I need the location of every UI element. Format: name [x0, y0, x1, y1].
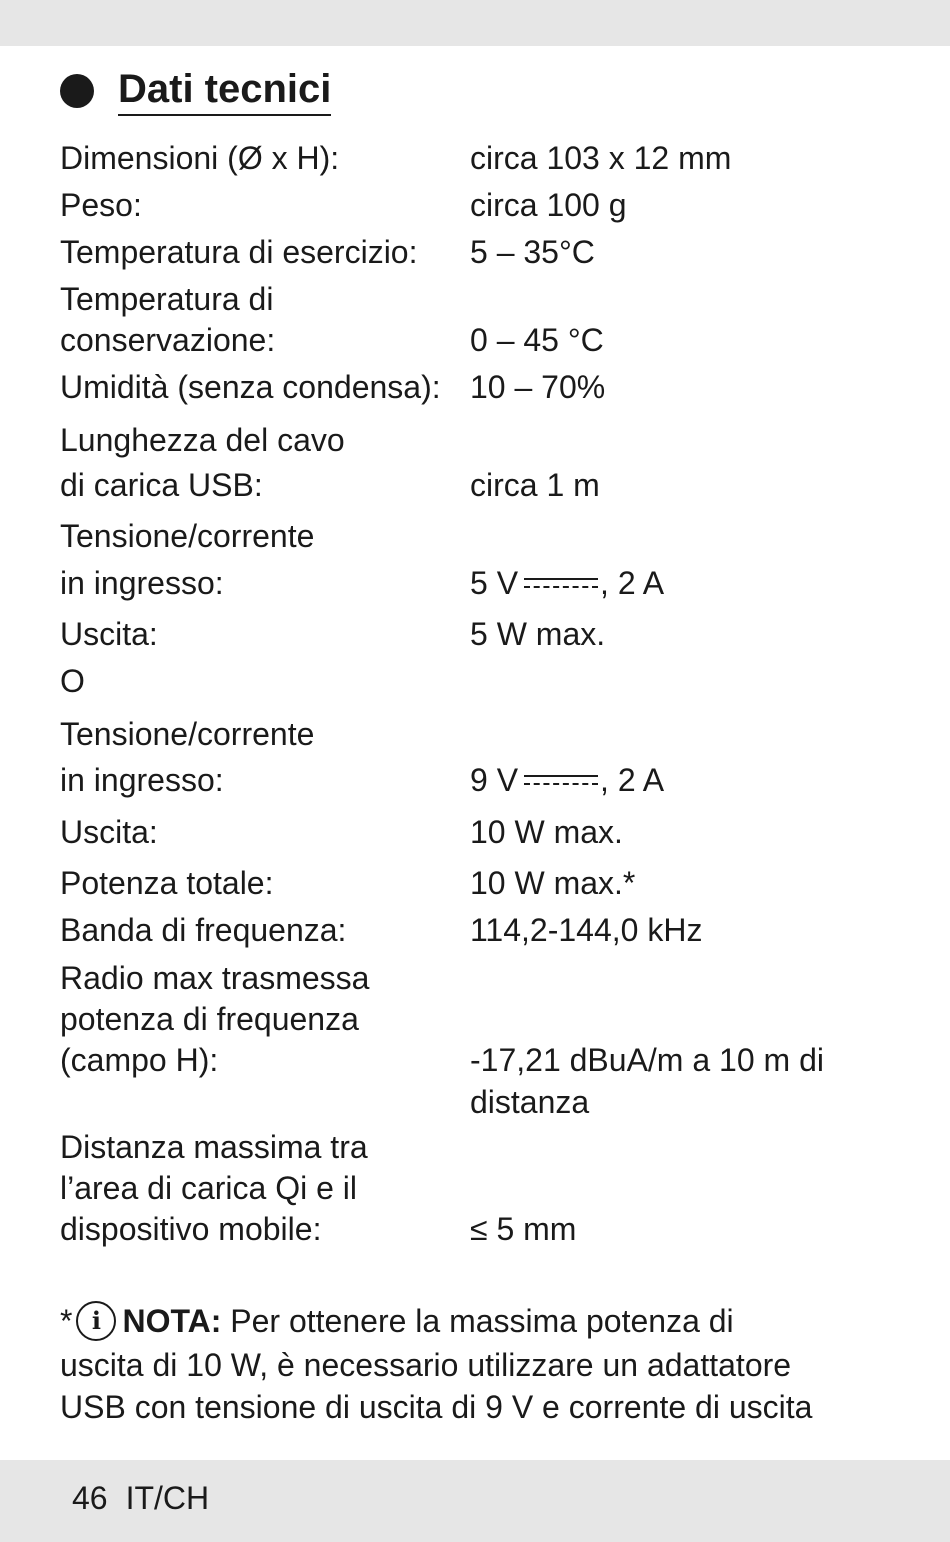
direct-current-icon: [524, 771, 598, 791]
spec-value-storage-temperature: 0 – 45 °C: [470, 322, 604, 358]
spec-label-radio-2: potenza di frequenza: [60, 1001, 359, 1037]
spec-value-output-2: 10 W max.: [470, 814, 623, 850]
spec-value-humidity: 10 – 70%: [470, 369, 606, 405]
note-label: NOTA:: [122, 1303, 222, 1339]
locale-label: IT/CH: [125, 1480, 210, 1516]
spec-label-cable-1: Lunghezza del cavo: [60, 422, 345, 458]
spec-value-input-1: [470, 563, 664, 603]
note-line-2: uscita di 10 W, è necessario utilizzare un adattatore: [60, 1346, 792, 1383]
bullet-icon: [60, 74, 94, 108]
input-1-voltage: 5 V: [470, 565, 519, 601]
input-1-current: , 2 A: [600, 565, 665, 601]
spec-label-total-power: Potenza totale:: [60, 865, 274, 901]
page-top-margin: [0, 0, 950, 46]
input-2-current: , 2 A: [600, 762, 665, 798]
spec-value-output-1: 5 W max.: [470, 616, 606, 652]
note-line-1: [60, 1300, 900, 1344]
spec-label-radio-3: (campo H):: [60, 1042, 219, 1078]
note-text-1: Per ottenere la massima potenza di: [221, 1303, 734, 1339]
spec-value-radio-2: distanza: [470, 1084, 590, 1120]
spec-label-cable-2: di carica USB:: [60, 467, 263, 503]
spec-value-cable: circa 1 m: [470, 467, 600, 503]
page-title: Dati tecnici: [118, 66, 331, 116]
spec-value-radio-1: -17,21 dBuA/m a 10 m di: [470, 1042, 824, 1078]
info-icon: i: [76, 1301, 116, 1341]
spec-label-distance-1: Distanza massima tra: [60, 1129, 368, 1165]
spec-label-distance-2: l’area di carica Qi e il: [60, 1170, 357, 1206]
spec-or-separator: O: [60, 663, 85, 699]
spec-label-input-1b: in ingresso:: [60, 565, 224, 601]
note-line-3: USB con tensione di uscita di 9 V e corrente di uscita: [60, 1388, 813, 1425]
spec-value-distance: ≤ 5 mm: [470, 1211, 577, 1247]
spec-label-storage-temperature-2: conservazione:: [60, 322, 276, 358]
spec-label-input-1a: Tensione/corrente: [60, 518, 315, 554]
spec-value-dimensions: circa 103 x 12 mm: [470, 140, 732, 176]
spec-value-frequency-band: 114,2-144,0 kHz: [470, 912, 703, 948]
page-number: 46: [72, 1480, 108, 1516]
section-heading: [60, 66, 331, 116]
input-2-voltage: 9 V: [470, 762, 519, 798]
spec-label-output-2: Uscita:: [60, 814, 158, 850]
spec-value-total-power: 10 W max.*: [470, 865, 636, 901]
spec-label-output-1: Uscita:: [60, 616, 158, 652]
spec-label-weight: Peso:: [60, 187, 142, 223]
spec-label-input-2b: in ingresso:: [60, 762, 224, 798]
spec-value-input-2: [470, 760, 664, 800]
spec-label-storage-temperature-1: Temperatura di: [60, 281, 274, 317]
direct-current-icon: [524, 574, 598, 594]
note-asterisk: *: [60, 1303, 73, 1339]
footer-text: [72, 1478, 227, 1518]
spec-value-operating-temperature: 5 – 35°C: [470, 234, 595, 270]
spec-label-humidity: Umidità (senza condensa):: [60, 369, 441, 405]
spec-label-distance-3: dispositivo mobile:: [60, 1211, 322, 1247]
spec-label-frequency-band: Banda di frequenza:: [60, 912, 347, 948]
note-block: [60, 1300, 900, 1428]
spec-value-weight: circa 100 g: [470, 187, 627, 223]
spec-label-radio-1: Radio max trasmessa: [60, 960, 370, 996]
spec-label-operating-temperature: Temperatura di esercizio:: [60, 234, 418, 270]
spec-label-input-2a: Tensione/corrente: [60, 716, 315, 752]
spec-label-dimensions: Dimensioni (Ø x H):: [60, 140, 340, 176]
